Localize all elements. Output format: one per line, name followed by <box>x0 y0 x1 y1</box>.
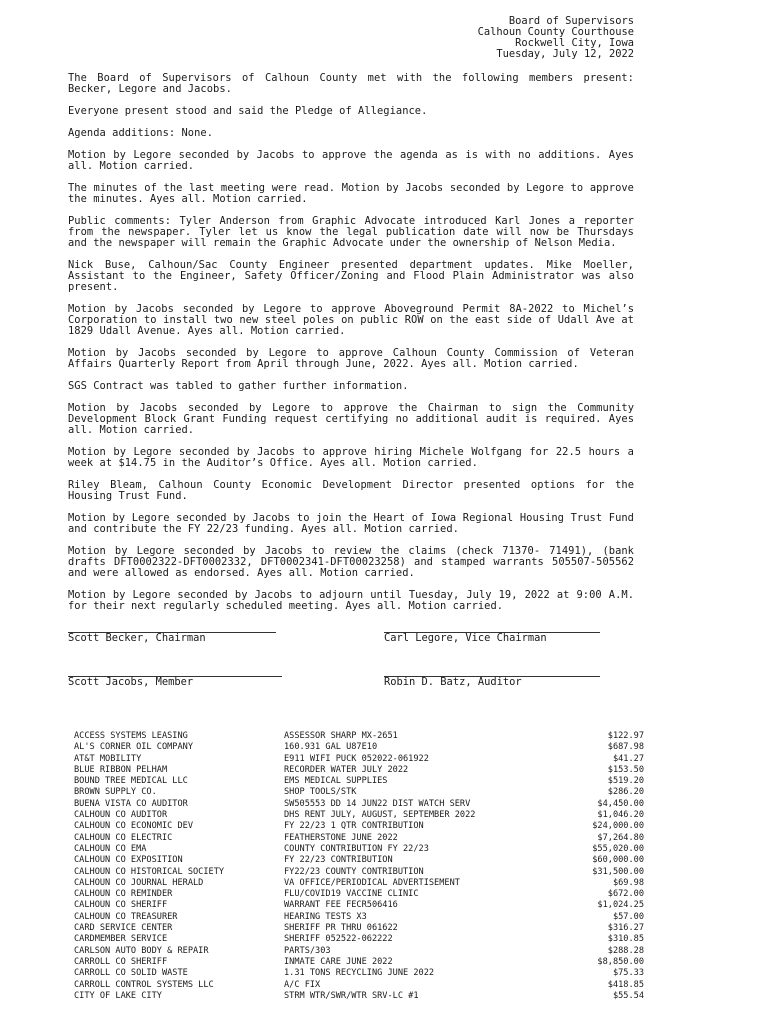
claim-amount: $153.50 <box>607 764 644 775</box>
claim-amount: $24,000.00 <box>592 821 644 832</box>
signature-name: Robin D. Batz, Auditor <box>384 676 522 688</box>
claim-amount: $519.20 <box>607 776 644 787</box>
claim-description: STRM WTR/SWR/WTR SRV-LC #1 <box>284 990 419 1001</box>
claim-description: E911 WIFI PUCK 052022-061922 <box>284 753 429 764</box>
meeting-minutes <box>68 16 634 702</box>
claim-description: FY 22/23 1 QTR CONTRIBUTION <box>284 821 424 832</box>
claim-amount: $60,000.00 <box>592 855 644 866</box>
claim-row <box>74 799 644 810</box>
paragraph-permit-motion: Motion by Jacobs seconded by Legore to approve Aboveground Permit 8A-2022 to Michel’s Corporation to install two new steel poles on public ROW on the east side of Udall Ave at 1829 Udall Avenue. Ayes all. Motion carried. <box>68 303 634 337</box>
claim-description: RECORDER WATER JULY 2022 <box>284 764 409 775</box>
claim-description: VA OFFICE/PERIODICAL ADVERTISEMENT <box>284 877 460 888</box>
signature-vice-chairman <box>384 632 600 644</box>
header-courthouse: Calhoun County Courthouse <box>477 26 634 38</box>
claim-row <box>74 957 644 968</box>
paragraph-minutes-motion: The minutes of the last meeting were read. Motion by Jacobs seconded by Legore to approve the minutes. Ayes all. Motion carried. <box>68 182 634 205</box>
claim-description: FY22/23 COUNTY CONTRIBUTION <box>284 866 424 877</box>
claim-amount: $288.28 <box>607 945 644 956</box>
paragraph-agenda-motion: Motion by Legore seconded by Jacobs to approve the agenda as is with no additions. Ayes all. Motion carried. <box>68 149 634 172</box>
claim-description: WARRANT FEE FECR506416 <box>284 900 398 911</box>
claim-description: EMS MEDICAL SUPPLIES <box>284 776 388 787</box>
header-board: Board of Supervisors <box>508 15 634 27</box>
claim-amount: $418.85 <box>607 979 644 990</box>
claims-list <box>74 731 644 1002</box>
paragraph-adjourn-motion: Motion by Legore seconded by Jacobs to adjourn until Tuesday, July 19, 2022 at 9:00 A.M. for their next regularly scheduled meeting. Ayes all. Motion carried. <box>68 589 634 612</box>
paragraph-housing-options: Riley Bleam, Calhoun County Economic Development Director presented options for the Housing Trust Fund. <box>68 479 634 502</box>
claim-description: A/C FIX <box>284 979 321 990</box>
claim-vendor: CALHOUN CO EXPOSITION <box>74 855 183 866</box>
claim-row <box>74 754 644 765</box>
claim-vendor: CALHOUN CO SHERIFF <box>74 900 168 911</box>
claim-vendor: AT&T MOBILITY <box>74 753 142 764</box>
claim-row <box>74 765 644 776</box>
claim-description: COUNTY CONTRIBUTION FY 22/23 <box>284 843 429 854</box>
claim-description: FY 22/23 CONTRIBUTION <box>284 855 393 866</box>
claim-vendor: CALHOUN CO JOURNAL HERALD <box>74 877 204 888</box>
claim-row <box>74 776 644 787</box>
claim-row <box>74 878 644 889</box>
claim-vendor: AL'S CORNER OIL COMPANY <box>74 742 193 753</box>
claim-description: DHS RENT JULY, AUGUST, SEPTEMBER 2022 <box>284 810 476 821</box>
claim-amount: $41.27 <box>612 753 644 764</box>
claim-vendor: CALHOUN CO ECONOMIC DEV <box>74 821 193 832</box>
claim-row <box>74 821 644 832</box>
paragraph-attendance: The Board of Supervisors of Calhoun County met with the following members present: Becker, Legore and Jacobs. <box>68 72 634 95</box>
claim-amount: $57.00 <box>612 911 644 922</box>
claim-amount: $1,024.25 <box>597 900 644 911</box>
claim-row <box>74 946 644 957</box>
signature-block <box>68 632 634 702</box>
claim-vendor: CALHOUN CO ELECTRIC <box>74 832 173 843</box>
claim-row <box>74 844 644 855</box>
signature-auditor <box>384 676 600 688</box>
paragraph-pledge: Everyone present stood and said the Pledge of Allegiance. <box>68 105 428 117</box>
claim-description: 160.931 GAL U87E10 <box>284 742 378 753</box>
claim-description: FEATHERSTONE JUNE 2022 <box>284 832 398 843</box>
claim-vendor: CITY OF LAKE CITY <box>74 990 162 1001</box>
claim-amount: $286.20 <box>607 787 644 798</box>
claim-description: 1.31 TONS RECYCLING JUNE 2022 <box>284 968 435 979</box>
paragraph-housing-motion: Motion by Legore seconded by Jacobs to join the Heart of Iowa Regional Housing Trust Fund and contribute the FY 22/23 funding. Ayes all. Motion carried. <box>68 512 634 535</box>
header-city: Rockwell City, Iowa <box>515 37 634 49</box>
claim-vendor: CALHOUN CO EMA <box>74 843 147 854</box>
paragraph-hiring-motion: Motion by Legore seconded by Jacobs to approve hiring Michele Wolfgang for 22.5 hours a week at $14.75 in the Auditor’s Office. Ayes all. Motion carried. <box>68 446 634 469</box>
document-header <box>68 16 634 60</box>
claim-amount: $7,264.80 <box>597 832 644 843</box>
paragraph-engineer-update: Nick Buse, Calhoun/Sac County Engineer presented department updates. Mike Moeller, Assistant to the Engineer, Safety Officer/Zoning and Flood Plain Administrator was also present. <box>68 259 634 293</box>
claim-vendor: BUENA VISTA CO AUDITOR <box>74 798 188 809</box>
claim-amount: $1,046.20 <box>597 810 644 821</box>
signature-member <box>68 676 282 688</box>
signature-name: Scott Becker, Chairman <box>68 632 206 644</box>
claim-amount: $69.98 <box>612 877 644 888</box>
claim-description: SHOP TOOLS/STK <box>284 787 357 798</box>
claim-amount: $316.27 <box>607 923 644 934</box>
claim-description: PARTS/303 <box>284 945 331 956</box>
claim-amount: $310.85 <box>607 934 644 945</box>
claim-row <box>74 787 644 798</box>
claim-vendor: CARROLL CONTROL SYSTEMS LLC <box>74 979 214 990</box>
claim-vendor: CALHOUN CO REMINDER <box>74 889 173 900</box>
paragraph-claims-motion: Motion by Legore seconded by Jacobs to review the claims (check 71370- 71491), (bank drafts DFT0002322-DFT0002332, DFT0002341-DFT00023258) and stamped warrants 505507-505562 and were allowed as endorsed. Ayes all. Motion carried. <box>68 545 634 579</box>
claim-description: ASSESSOR SHARP MX-2651 <box>284 731 398 741</box>
claim-vendor: CARD SERVICE CENTER <box>74 923 173 934</box>
claim-amount: $4,450.00 <box>597 798 644 809</box>
claim-vendor: CARLSON AUTO BODY & REPAIR <box>74 945 209 956</box>
claim-row <box>74 855 644 866</box>
claim-amount: $55.54 <box>612 990 644 1001</box>
claim-row <box>74 923 644 934</box>
claim-description: SHERIFF 052522-062222 <box>284 934 393 945</box>
claim-amount: $75.33 <box>612 968 644 979</box>
claim-amount: $8,850.00 <box>597 956 644 967</box>
claim-row <box>74 900 644 911</box>
signature-name: Scott Jacobs, Member <box>68 676 194 688</box>
claim-row <box>74 742 644 753</box>
claim-row <box>74 833 644 844</box>
claim-vendor: BROWN SUPPLY CO. <box>74 787 157 798</box>
claim-description: SW505553 DD 14 JUN22 DIST WATCH SERV <box>284 798 471 809</box>
paragraph-public-comments: Public comments: Tyler Anderson from Graphic Advocate introduced Karl Jones a reporter from the newspaper. Tyler let us know the legal publication date will now be Thursdays and the newspaper will remain the Graphic Advocate under the ownership of Nelson Media. <box>68 215 634 249</box>
claim-amount: $31,500.00 <box>592 866 644 877</box>
claim-vendor: BOUND TREE MEDICAL LLC <box>74 776 188 787</box>
paragraph-agenda-additions: Agenda additions: None. <box>68 127 214 139</box>
claim-amount: $122.97 <box>607 731 644 741</box>
claim-amount: $687.98 <box>607 742 644 753</box>
paragraph-sgs-contract: SGS Contract was tabled to gather further information. <box>68 380 409 392</box>
claim-description: HEARING TESTS X3 <box>284 911 367 922</box>
claim-vendor: CALHOUN CO TREASURER <box>74 911 178 922</box>
claim-row <box>74 912 644 923</box>
header-date: Tuesday, July 12, 2022 <box>496 48 634 60</box>
paragraph-veterans-motion: Motion by Jacobs seconded by Legore to approve Calhoun County Commission of Veteran Affairs Quarterly Report from April through June, 2022. Ayes all. Motion carried. <box>68 347 634 370</box>
claim-description: INMATE CARE JUNE 2022 <box>284 956 393 967</box>
claim-vendor: CARDMEMBER SERVICE <box>74 934 168 945</box>
claim-vendor: CALHOUN CO AUDITOR <box>74 810 168 821</box>
claim-amount: $672.00 <box>607 889 644 900</box>
claim-row <box>74 867 644 878</box>
claim-row <box>74 968 644 979</box>
claim-row <box>74 810 644 821</box>
claim-vendor: CARROLL CO SHERIFF <box>74 956 168 967</box>
claim-description: SHERIFF PR THRU 061622 <box>284 923 398 934</box>
claim-row <box>74 980 644 991</box>
claim-vendor: CARROLL CO SOLID WASTE <box>74 968 188 979</box>
claim-description: FLU/COVID19 VACCINE CLINIC <box>284 889 419 900</box>
claim-row <box>74 934 644 945</box>
claim-row <box>74 889 644 900</box>
signature-name: Carl Legore, Vice Chairman <box>384 632 547 644</box>
paragraph-cdbg-motion: Motion by Jacobs seconded by Legore to approve the Chairman to sign the Community Development Block Grant Funding request certifying no additional audit is required. Ayes all. Motion carried. <box>68 402 634 436</box>
claim-row <box>74 731 644 742</box>
claim-row <box>74 991 644 1002</box>
claim-amount: $55,020.00 <box>592 843 644 854</box>
claim-vendor: ACCESS SYSTEMS LEASING <box>74 731 188 741</box>
claim-vendor: CALHOUN CO HISTORICAL SOCIETY <box>74 866 225 877</box>
claim-vendor: BLUE RIBBON PELHAM <box>74 764 168 775</box>
signature-chairman <box>68 632 276 644</box>
